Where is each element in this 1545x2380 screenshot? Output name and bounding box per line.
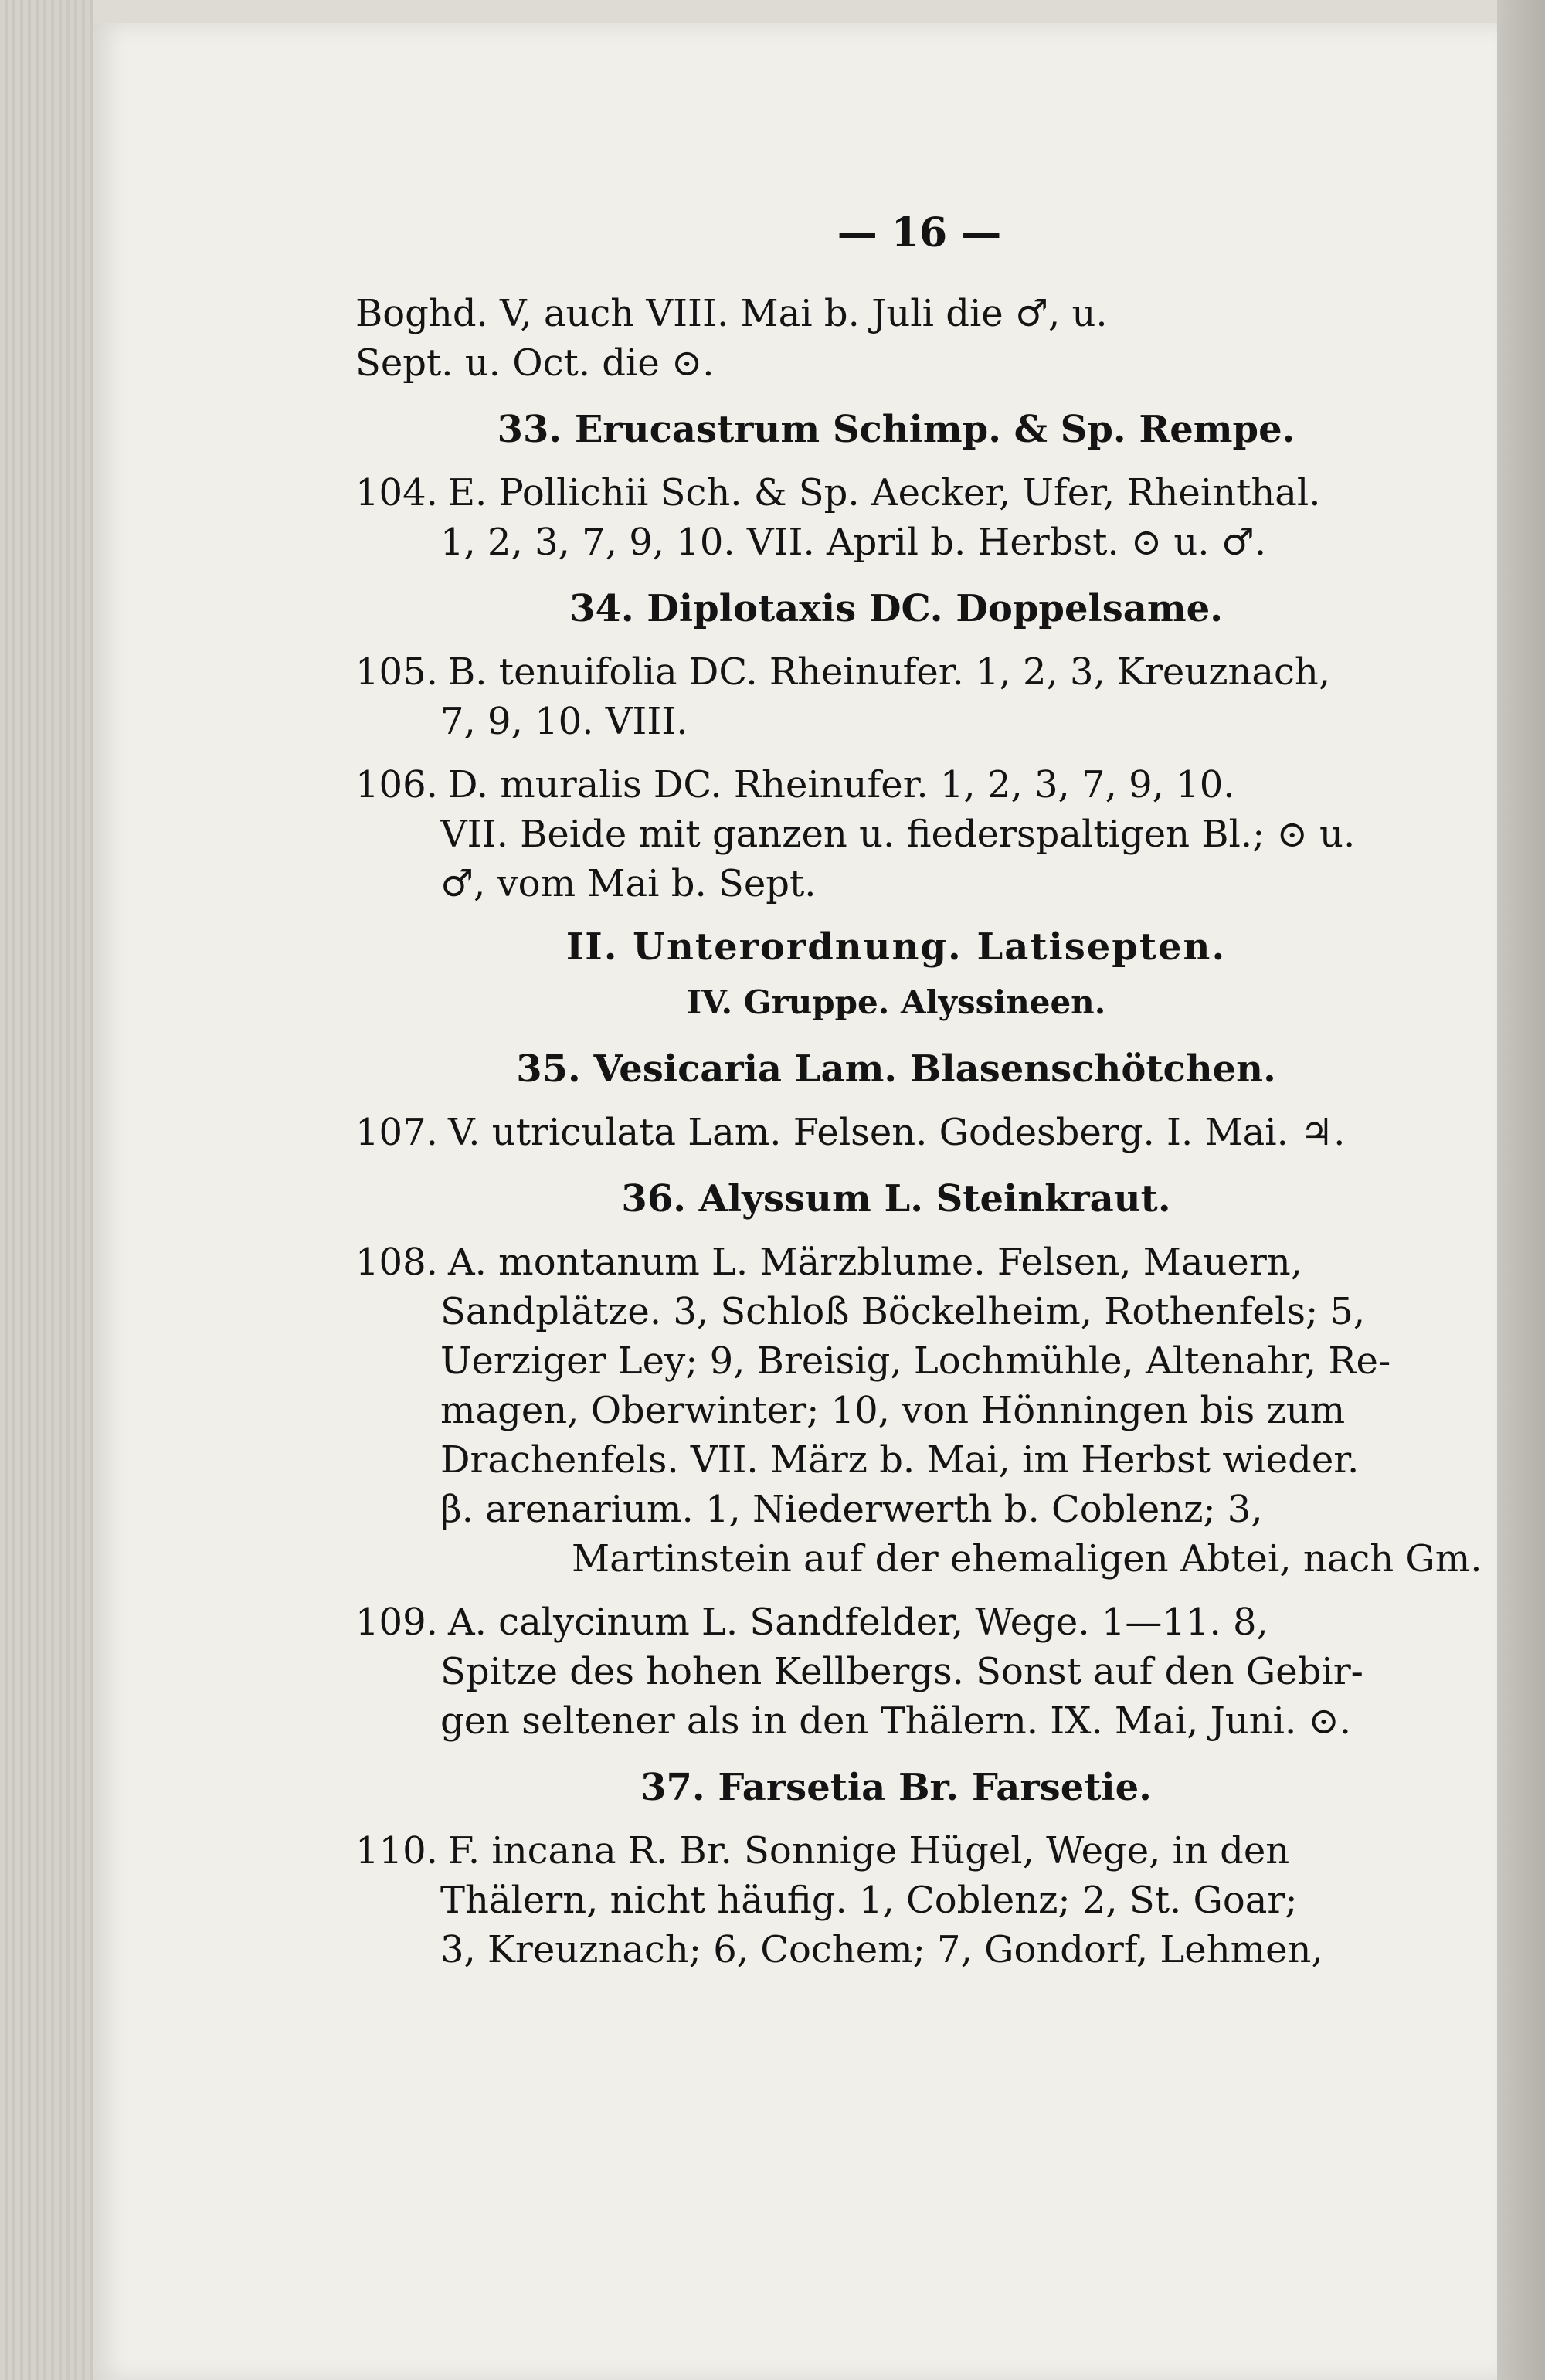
entry-number: 107.: [355, 1111, 438, 1154]
text-lines: [355, 289, 1482, 1974]
species-entry: [355, 468, 1437, 518]
line-text: Uerziger Ley; 9, Breisig, Lochmühle, Altenahr, Re-: [440, 1339, 1391, 1383]
line-text: Drachenfels. VII. März b. Mai, im Herbst wieder.: [440, 1438, 1360, 1482]
entry-number: 106.: [355, 763, 438, 806]
entry-number: 105.: [355, 650, 438, 694]
text-line: [355, 1485, 1437, 1534]
line-text: 3, Kreuznach; 6, Cochem; 7, Gondorf, Lehmen,: [440, 1928, 1323, 1971]
text-line: [355, 697, 1437, 746]
line-text: 1, 2, 3, 7, 9, 10. VII. April b. Herbst. ⊙ u. ♂.: [440, 521, 1267, 564]
line-text: A. montanum L. Märzblume. Felsen, Mauern,: [448, 1241, 1302, 1284]
species-entry: [355, 1238, 1437, 1287]
text-line: [355, 1435, 1437, 1485]
genus-heading: [355, 405, 1437, 454]
line-text: V. utriculata Lam. Felsen. Godesberg. I. Mai. ♃.: [448, 1111, 1346, 1154]
line-text: Spitze des hohen Kellbergs. Sonst auf den Gebir-: [440, 1650, 1363, 1693]
section-heading: [355, 978, 1437, 1027]
species-entry: [355, 1826, 1437, 1876]
line-text: F. incana R. Br. Sonnige Hügel, Wege, in den: [448, 1829, 1290, 1872]
genus-heading: [355, 1763, 1437, 1812]
line-text: D. muralis DC. Rheinufer. 1, 2, 3, 7, 9, 10.: [448, 763, 1235, 806]
text-line: [355, 1534, 1482, 1584]
line-text: IV. Gruppe. Alyssineen.: [686, 983, 1106, 1021]
line-text: gen seltener als in den Thälern. IX. Mai, Juni. ⊙.: [440, 1699, 1351, 1743]
line-text: 34. Diplotaxis DC. Doppelsame.: [569, 587, 1223, 630]
entry-number: 104.: [355, 471, 438, 514]
line-text: magen, Oberwinter; 10, von Hönningen bis zum: [440, 1389, 1346, 1432]
line-text: E. Pollichii Sch. & Sp. Aecker, Ufer, Rheinthal.: [448, 471, 1321, 514]
line-text: 7, 9, 10. VIII.: [440, 700, 688, 743]
page-number: — 16 —: [837, 209, 1002, 256]
line-text: B. tenuifolia DC. Rheinufer. 1, 2, 3, Kreuznach,: [448, 650, 1331, 694]
line-text: 36. Alyssum L. Steinkraut.: [621, 1177, 1171, 1221]
binding-edge: [0, 0, 93, 2380]
line-text: 33. Erucastrum Schimp. & Sp. Rempe.: [497, 408, 1295, 451]
page-edge-shadow: [1497, 0, 1545, 2380]
entry-number: 110.: [355, 1829, 438, 1872]
text-line: [355, 338, 1437, 388]
text-line: [355, 1647, 1437, 1696]
text-line: [355, 518, 1437, 567]
species-entry: [355, 760, 1437, 810]
text-line: [355, 810, 1437, 859]
text-line: [355, 859, 1437, 908]
genus-heading: [355, 1174, 1437, 1224]
species-entry: [355, 1597, 1437, 1647]
line-text: ♂, vom Mai b. Sept.: [440, 862, 817, 905]
line-text: 35. Vesicaria Lam. Blasenschötchen.: [516, 1047, 1276, 1091]
genus-heading: [355, 584, 1437, 633]
text-line: [355, 1696, 1437, 1746]
line-text: Sandplätze. 3, Schloß Böckelheim, Rothenfels; 5,: [440, 1290, 1366, 1333]
text-line: [355, 1386, 1437, 1435]
line-text: A. calycinum L. Sandfelder, Wege. 1—11. 8,: [448, 1601, 1268, 1644]
line-text: Martinstein auf der ehemaligen Abtei, nach Gm.: [572, 1537, 1482, 1580]
line-text: VII. Beide mit ganzen u. fiederspaltigen Bl.; ⊙ u.: [440, 813, 1356, 856]
line-text: II. Unterordnung. Latisepten.: [565, 925, 1227, 969]
text-line: [355, 1876, 1437, 1925]
text-line: [355, 1336, 1437, 1386]
line-text: Sept. u. Oct. die ⊙.: [355, 341, 715, 385]
text-line: [355, 1287, 1437, 1336]
entry-number: 108.: [355, 1241, 438, 1284]
entry-number: 109.: [355, 1601, 438, 1644]
line-text: β. arenarium. 1, Niederwerth b. Coblenz; 3,: [440, 1488, 1263, 1531]
line-text: Thälern, nicht häufig. 1, Coblenz; 2, St. Goar;: [440, 1879, 1298, 1922]
species-entry: [355, 1108, 1437, 1157]
section-heading: [355, 922, 1437, 972]
text-line: [355, 1925, 1437, 1974]
line-text: Boghd. V, auch VIII. Mai b. Juli die ♂, u.: [355, 292, 1108, 335]
species-entry: [355, 647, 1437, 697]
text-line: [355, 289, 1437, 338]
page-text: [355, 209, 1482, 1974]
genus-heading: [355, 1044, 1437, 1094]
line-text: 37. Farsetia Br. Farsetie.: [640, 1766, 1152, 1809]
